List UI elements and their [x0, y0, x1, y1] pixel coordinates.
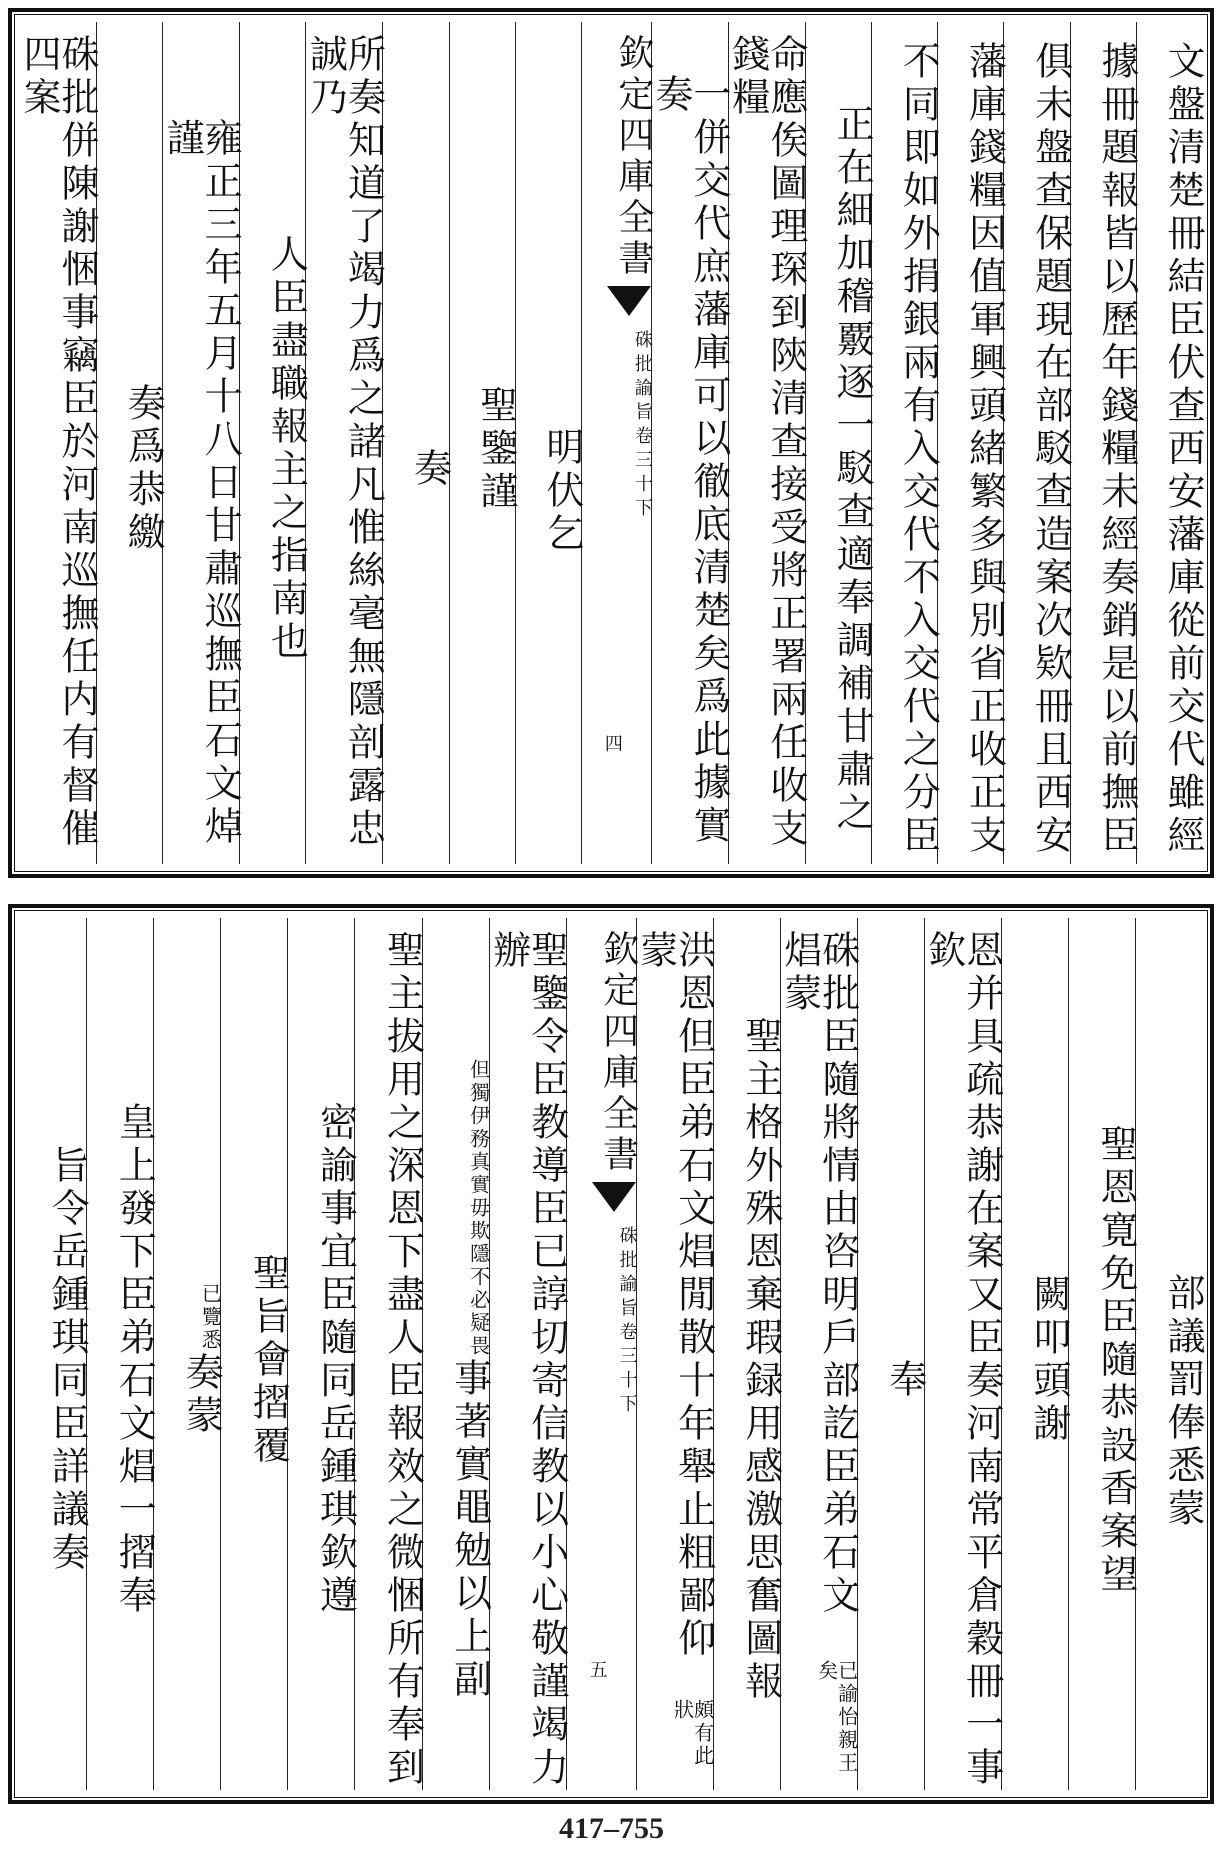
page-code: 417–755	[559, 1812, 664, 1845]
text-column: 不同即如外捐銀兩有入交代不入交代之分臣	[871, 22, 937, 864]
text-column: 所奏知道了竭力爲之諸凡惟絲毫無隱剖露忠誠乃	[305, 22, 382, 864]
chapter-title: 硃批諭旨	[616, 1226, 638, 1322]
top-page-frame	[8, 8, 1214, 878]
text-column: 奏爲恭繳	[96, 22, 162, 864]
text-column-with-note	[633, 918, 716, 1790]
text-column: 聖主格外殊恩棄瑕録用感激思奮圖報	[713, 918, 780, 1790]
volume-label: 卷三十下	[631, 426, 653, 522]
top-page-columns	[16, 22, 1205, 864]
text-column: 據冊題報皆以歷年錢糧未經奏銷是以前撫臣	[1070, 22, 1136, 864]
text-column: 藩庫錢糧因值軍興頭緒繁多與別省正收正支	[937, 22, 1003, 864]
text-column: 部議罰俸悉蒙	[1135, 918, 1202, 1790]
text-column: 聖旨會摺覆	[220, 918, 287, 1790]
text-column: 文盤清楚冊結臣伏查西安藩庫從前交代雖經	[1136, 22, 1202, 864]
text-column-with-note	[422, 918, 492, 1790]
column-text: 事著實黽勉以上副	[447, 1357, 492, 1702]
text-column: 恩并具疏恭謝在案又臣奏河南常平倉穀冊一事欽	[924, 918, 1001, 1790]
interlinear-note: 已覽悉	[198, 1282, 223, 1352]
text-column-with-note	[153, 918, 224, 1790]
text-column: 密諭事宜臣隨同岳鍾琪欽遵	[287, 918, 354, 1790]
bottom-page-frame	[8, 904, 1214, 1804]
page-number: 四	[604, 734, 628, 755]
text-column: 聖鑒令臣教導臣已諄切寄信教以小心敬謹竭力辦	[489, 918, 566, 1790]
text-column: 奉	[857, 918, 924, 1790]
text-column: 聖恩寛免臣隨恭設香案望	[1068, 918, 1135, 1790]
column-text: 洪恩但臣弟石文焻閒散十年舉止粗鄙仰蒙	[633, 930, 716, 1661]
text-column: 命應俟圖理琛到陝清查接受將正署兩任收支錢糧	[728, 22, 805, 864]
text-column-with-note	[777, 918, 860, 1790]
text-column: 聖主拔用之深恩下盡人臣報效之微悃所有奉到	[354, 918, 421, 1790]
fish-tail-icon	[607, 286, 651, 322]
center-margin-column	[566, 918, 639, 1790]
interlinear-note: 但獨伊務真實毋欺隱不必疑畏	[466, 1058, 491, 1358]
text-column: 明伏乞	[515, 22, 581, 864]
book-title: 欽定四庫全書	[612, 34, 654, 280]
book-title: 欽定四庫全書	[597, 930, 639, 1176]
column-text: 硃批臣隨將情由咨明戶部訖臣弟石文焻蒙	[777, 930, 860, 1618]
text-column: 奏	[382, 22, 448, 864]
chapter-title: 硃批諭旨	[631, 330, 653, 426]
text-column: 皇上發下臣弟石文焻一摺奉	[86, 918, 153, 1790]
text-column: 正在細加稽覈逐一駁查適奉調補甘肅之	[805, 22, 871, 864]
text-column: 一併交代庶藩庫可以徹底清楚矣爲此據實奏	[651, 22, 728, 864]
text-column: 雍正三年五月十八日甘肅巡撫臣石文焯謹	[162, 22, 239, 864]
text-column: 闕叩頭謝	[1001, 918, 1068, 1790]
page-number: 五	[589, 1660, 613, 1681]
text-column: 聖鑒謹	[449, 22, 515, 864]
center-margin-column	[581, 22, 654, 864]
interlinear-note: 已諭怡親王矣	[814, 1659, 859, 1775]
volume-label: 卷三十下	[616, 1322, 638, 1418]
text-column: 俱未盤查保題現在部駁查造案次欵冊且西安	[1003, 22, 1069, 864]
column-text: 奏蒙	[179, 1351, 224, 1438]
interlinear-note: 頗有此狀	[670, 1698, 715, 1768]
text-column: 人臣盡職報主之指南也	[239, 22, 305, 864]
fish-tail-icon	[592, 1182, 636, 1218]
text-column: 硃批併陳謝悃事竊臣於河南巡撫任内有督催四案	[16, 34, 99, 851]
bottom-page-columns	[20, 918, 1205, 1790]
text-column: 旨令岳鍾琪同臣詳議奏	[45, 1145, 90, 1575]
